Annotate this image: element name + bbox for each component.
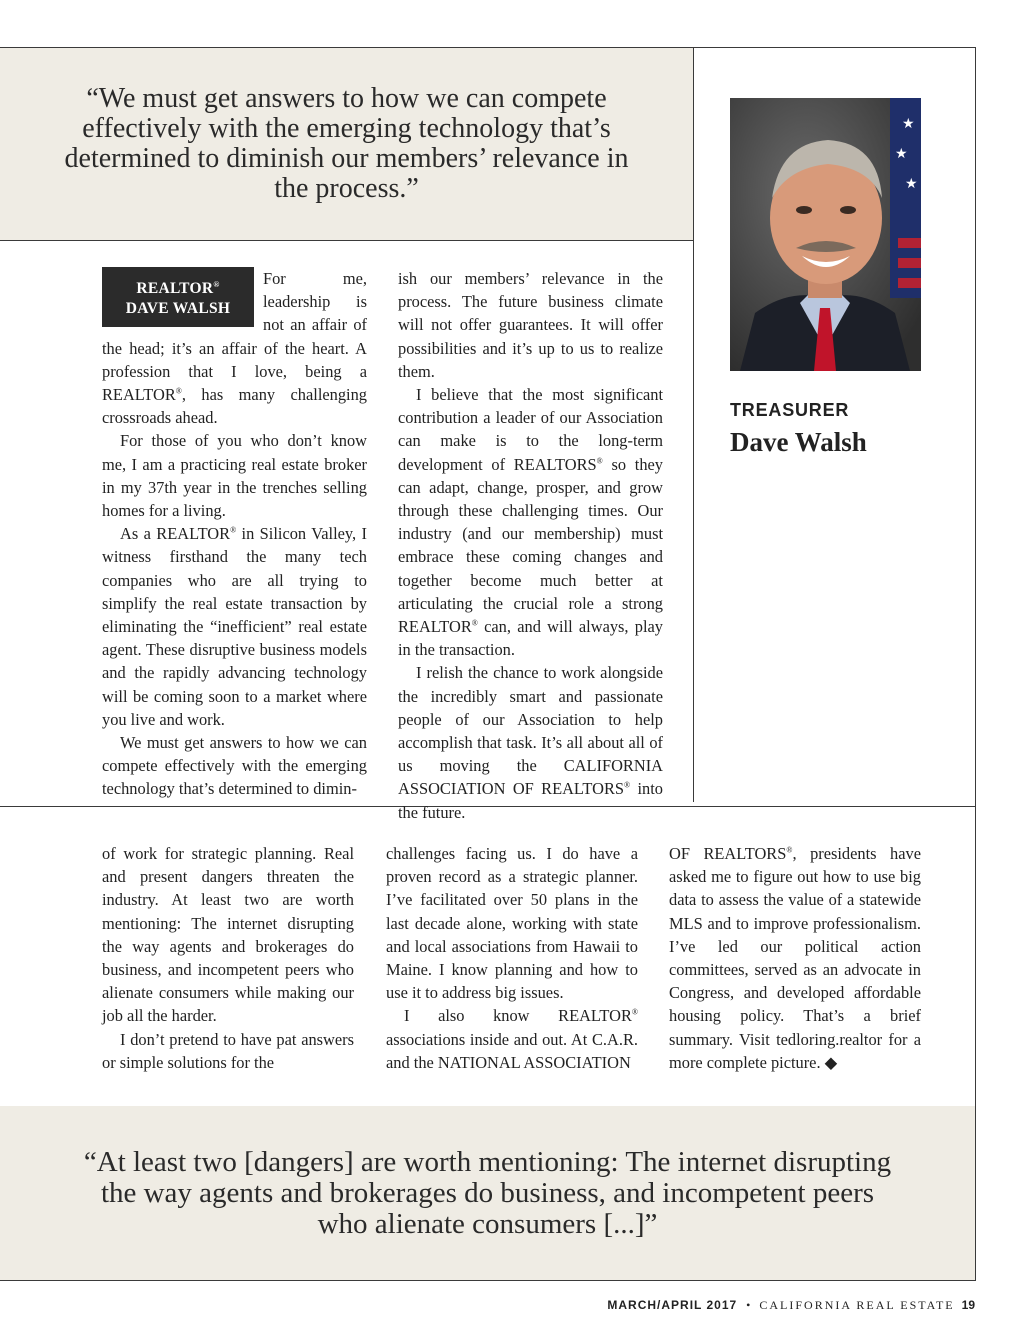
paragraph: I relish the chance to work alongside the incredibly smart and passionate people of our Association to help accomplish that task. It’s all about all of us moving the CALIFORNIA ASSOCIATION OF REALTORS® into the future. (398, 663, 663, 822)
role-label: TREASURER (730, 400, 850, 420)
svg-text:★: ★ (905, 177, 918, 192)
footer-separator: • (746, 1298, 751, 1312)
top-pull-quote-box (0, 48, 693, 240)
pull-quote-underline (0, 240, 693, 241)
top-column-2 (398, 267, 663, 824)
badge-title: REALTOR (136, 280, 214, 298)
page-footer (607, 1298, 975, 1313)
badge-name: DAVE WALSH (125, 300, 231, 318)
paragraph: of work for strategic planning. Real and present dangers threaten the industry. At least two are worth mentioning: The internet disrupting the way agents and brokerages do business, and incompetent peers who alienate consumers while making our job all the harder. (102, 844, 354, 1026)
paragraph: OF REALTORS®, presidents have asked me to figure out how to use big data to assess the value of a statewide MLS and to improve professionalism. I’ve led our political action committees, served as an advocate in Congress, and developed affordable housing policy. That’s a brief summary. Visit tedloring.realtor for a more complete picture. ◆ (669, 844, 921, 1072)
person-name: Dave Walsh (730, 427, 867, 457)
portrait-photo (730, 98, 921, 371)
issue-date: MARCH/APRIL 2017 (607, 1298, 738, 1312)
paragraph: As a REALTOR® in Silicon Valley, I witness firsthand the many tech companies who are all trying to simplify the real estate transaction by eliminating the “inefficient” real estate agent. These disruptive business models and the rapidly advancing technology will be coming soon to a market where you live and work. (102, 524, 367, 729)
end-mark-icon: ◆ (820, 1052, 838, 1072)
paragraph: I believe that the most significant contribution a leader of our Association can make is to the long-term development of REALTORS® so they can adapt, change, prosper, and grow through these challenging times. Our industry (and our membership) must embrace these coming changes and together become much better at articulating the crucial role a strong REALTOR® can, and will always, play in the transaction. (398, 385, 663, 660)
bottom-column-2 (386, 842, 638, 1074)
paragraph: I also know REALTOR® associations inside and out. At C.A.R. and the NATIONAL ASSOCIATION (386, 1006, 638, 1072)
portrait-illustration (730, 98, 921, 371)
badge-reg-mark: ® (213, 279, 220, 289)
page-number: 19 (961, 1298, 975, 1312)
svg-text:★: ★ (895, 147, 908, 162)
paragraph: challenges facing us. I do have a proven record as a strategic planner. I’ve facilitated over 50 plans in the last decade alone, working with state and local associations from Hawaii to Maine. I know planning and how to use it to address big issues. (386, 844, 638, 1003)
bottom-pull-quote-box (0, 1106, 975, 1280)
magazine-title: CALIFORNIA REAL ESTATE (759, 1298, 955, 1312)
sidebar-divider (693, 47, 694, 802)
right-frame-rule (975, 47, 976, 1281)
bottom-pull-quote: “At least two [dangers] are worth mentioning: The internet disrupting the way agents and brokerages do business, and incompetent peers who alienate consumers [...]” (83, 1145, 892, 1240)
paragraph: We must get answers to how we can compete effectively with the emerging technology that’s determined to dimin- (102, 733, 367, 799)
top-column-1 (102, 267, 367, 801)
bottom-column-1 (102, 842, 354, 1074)
paragraph: For me, leadership is not an affair of the head; it’s an affair of the heart. A profession that I love, being a REALTOR®, has many challenging crossroads ahead. (102, 269, 367, 428)
svg-text:★: ★ (902, 117, 915, 132)
paragraph: ish our members’ relevance in the process. The future business climate will not offer guarantees. It will offer possibilities and it’s up to us to realize them. (398, 269, 663, 381)
paragraph: I don’t pretend to have pat answers or simple solutions for the (102, 1029, 354, 1072)
bottom-column-3 (669, 842, 921, 1074)
author-badge (102, 267, 254, 327)
paragraph: For those of you who don’t know me, I am a practicing real estate broker in my 37th year in the trenches selling homes for a living. (102, 431, 367, 521)
bottom-rule (0, 1280, 976, 1281)
top-pull-quote: “We must get answers to how we can compete effectively with the emerging technology that’s determined to diminish our members’ relevance in the process.” (64, 83, 629, 204)
